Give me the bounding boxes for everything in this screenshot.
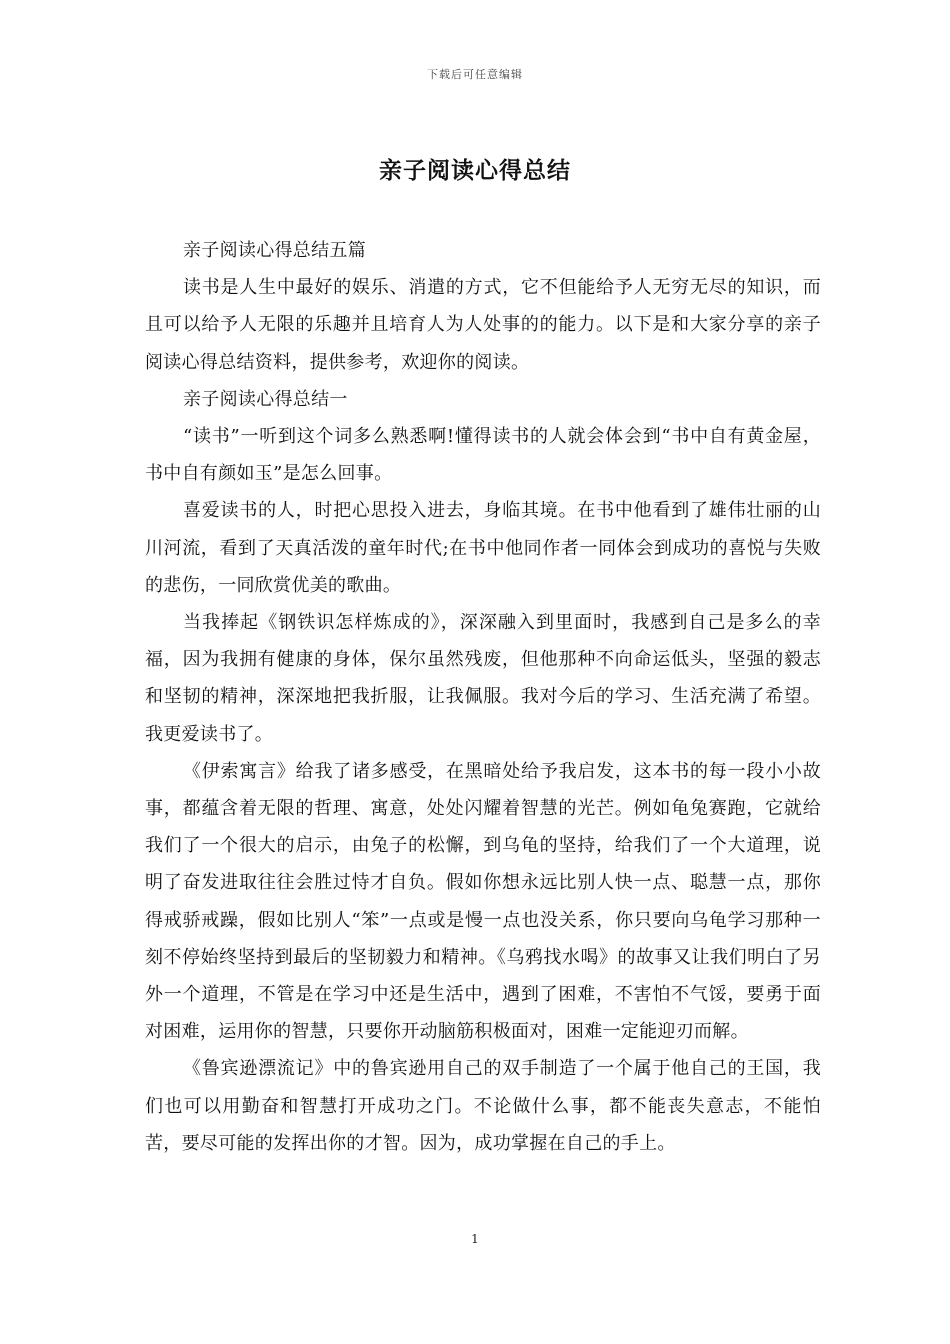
paragraph-intro: 读书是人生中最好的娱乐、消遣的方式，它不但能给予人无穷无尽的知识，而且可以给予人无限的乐趣并且培育人为人处事的的能力。以下是和大家分享的亲子阅读心得总结资料，提供参考，欢迎你的阅读。 (145, 277, 821, 373)
page-number: 1 (471, 1232, 479, 1246)
section-heading-one: 亲子阅读心得总结一 (183, 388, 348, 410)
document-title: 亲子阅读心得总结 (379, 157, 571, 184)
paragraph-subtitle: 亲子阅读心得总结五篇 (183, 240, 366, 261)
paragraph: “读书”一听到这个词多么熟悉啊!懂得读书的人就会体会到“书中自有黄金屋，书中自有颜如玉”是怎么回事。 (145, 426, 821, 485)
document-body (145, 232, 821, 1162)
header-note: 下载后可任意编辑 (427, 68, 523, 81)
paragraph: 喜爱读书的人，时把心思投入进去，身临其境。在书中他看到了雄伟壮丽的山川河流，看到了天真活泼的童年时代;在书中他同作者一同体会到成功的喜悦与失败的悲伤，一同欣赏优美的歌曲。 (145, 500, 821, 596)
paragraph: 《鲁宾逊漂流记》中的鲁宾逊用自己的双手制造了一个属于他自己的王国，我们也可以用勤奋和智慧打开成功之门。不论做什么事，都不能丧失意志，不能怕苦，要尽可能的发挥出你的才智。因为，成功掌握在自己的手上。 (145, 1058, 821, 1154)
paragraph: 当我捧起《钢铁识怎样炼成的》，深深融入到里面时，我感到自己是多么的幸福，因为我拥有健康的身体，保尔虽然残废，但他那种不向命运低头，坚强的毅志和坚韧的精神，深深地把我折服，让我佩服。我对今后的学习、生活充满了希望。我更爱读书了。 (145, 612, 821, 745)
paragraph: 《伊索寓言》给我了诸多感受，在黑暗处给予我启发，这本书的每一段小小故事，都蕴含着无限的哲理、寓意，处处闪耀着智慧的光芒。例如龟兔赛跑，它就给我们了一个很大的启示，由兔子的松懈，到乌龟的坚持，给我们了一个大道理，说明了奋发进取往往会胜过恃才自负。假如你想永远比别人快一点、聪慧一点，那你得戒骄戒躁，假如比别人“笨”一点或是慢一点也没关系，你只要向乌龟学习那种一刻不停始终坚持到最后的坚韧毅力和精神。《乌鸦找水喝》的故事又让我们明白了另外一个道理，不管是在学习中还是生活中，遇到了困难，不害怕不气馁，要勇于面对困难，运用你的智慧，只要你开动脑筋积极面对，困难一定能迎刃而解。 (145, 760, 821, 1043)
